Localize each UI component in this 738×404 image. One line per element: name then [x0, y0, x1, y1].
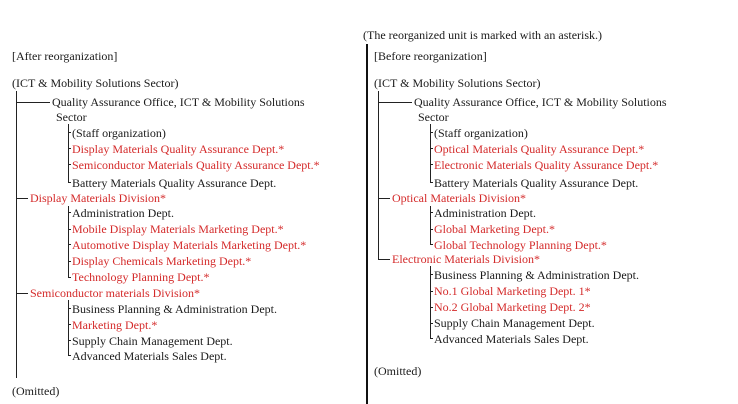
before-div2-tick-1 — [430, 291, 433, 292]
before-division2-item: Advanced Materials Sales Dept. — [434, 332, 589, 346]
after-division1-item: Automotive Display Materials Marketing Dept.* — [72, 238, 307, 252]
after-div1-tick-2 — [68, 244, 71, 245]
before-division1-item: Global Marketing Dept.* — [434, 222, 555, 236]
after-qa-office: Quality Assurance Office, ICT & Mobility Solutions — [52, 95, 305, 109]
before-qa-tick-1 — [430, 148, 433, 149]
after-division1-item: Administration Dept. — [72, 206, 174, 220]
after-division1-item: Mobile Display Materials Marketing Dept.* — [72, 222, 284, 236]
before-header: [Before reorganization] — [374, 49, 487, 63]
after-qa-item: Display Materials Quality Assurance Dept.* — [72, 142, 285, 156]
before-div2-tick-0 — [430, 274, 433, 275]
after-division2: Semiconductor materials Division* — [30, 286, 200, 300]
after-qa-item: Battery Materials Quality Assurance Dept. — [72, 176, 277, 190]
before-division2-item: Business Planning & Administration Dept. — [434, 268, 640, 282]
after-omitted: (Omitted) — [12, 384, 60, 398]
before-qa-tick-2 — [430, 164, 433, 165]
before-qa-item: (Staff organization) — [434, 126, 528, 140]
after-division1-branch — [16, 198, 28, 199]
before-div1-tick-1 — [430, 229, 433, 230]
before-div1-tick-0 — [430, 212, 433, 213]
after-division2-branch — [16, 293, 28, 294]
after-qa-item: (Staff organization) — [72, 126, 166, 140]
before-qa-office-branch — [378, 102, 412, 103]
after-div2-tick-3 — [68, 355, 71, 356]
after-div2-tick-1 — [68, 324, 71, 325]
before-div1-tick-2 — [430, 244, 433, 245]
asterisk-note: (The reorganized unit is marked with an asterisk.) — [363, 28, 603, 42]
after-main-trunk-line — [16, 91, 17, 378]
before-div2-tick-2 — [430, 307, 433, 308]
after-division2-item: Marketing Dept.* — [72, 318, 158, 332]
before-qa-tick-3 — [430, 182, 433, 183]
after-div1-tick-1 — [68, 229, 71, 230]
after-div2-tick-0 — [68, 308, 71, 309]
before-division2-item: Supply Chain Management Dept. — [434, 316, 595, 330]
after-qa-office-branch — [16, 102, 50, 103]
before-division1: Optical Materials Division* — [392, 191, 526, 205]
before-division2-item: No.2 Global Marketing Dept. 2* — [434, 300, 591, 314]
after-division1: Display Materials Division* — [30, 191, 166, 205]
after-qa-tick-0 — [68, 132, 71, 133]
before-sector-title: (ICT & Mobility Solutions Sector) — [374, 76, 541, 90]
before-division1-item: Global Technology Planning Dept.* — [434, 238, 607, 252]
after-division1-item: Display Chemicals Marketing Dept.* — [72, 254, 252, 268]
before-main-trunk-line — [378, 91, 379, 259]
before-qa-item: Electronic Materials Quality Assurance Dept.* — [434, 158, 659, 172]
after-div1-tick-0 — [68, 212, 71, 213]
after-division1-connector — [68, 206, 69, 278]
after-division2-item: Advanced Materials Sales Dept. — [72, 349, 227, 363]
before-division2-connector — [430, 266, 431, 339]
after-qa-tick-2 — [68, 164, 71, 165]
after-division1-item: Technology Planning Dept.* — [72, 270, 210, 284]
after-div1-tick-3 — [68, 261, 71, 262]
before-div2-tick-3 — [430, 323, 433, 324]
column-divider — [366, 44, 368, 404]
before-division2: Electronic Materials Division* — [392, 252, 540, 266]
after-div2-tick-2 — [68, 340, 71, 341]
after-header: [After reorganization] — [12, 49, 118, 63]
before-qa-item: Battery Materials Quality Assurance Dept. — [434, 176, 639, 190]
after-div1-tick-4 — [68, 277, 71, 278]
after-qa-tick-3 — [68, 182, 71, 183]
before-qa-item: Optical Materials Quality Assurance Dept.* — [434, 142, 645, 156]
before-qa-tick-0 — [430, 132, 433, 133]
after-sector-title: (ICT & Mobility Solutions Sector) — [12, 76, 179, 90]
before-omitted: (Omitted) — [374, 364, 422, 378]
after-qa-item: Semiconductor Materials Quality Assurance Dept.* — [72, 158, 320, 172]
after-qa-office-cont: Sector — [56, 110, 87, 124]
before-division2-branch — [378, 259, 390, 260]
before-division2-item: No.1 Global Marketing Dept. 1* — [434, 284, 591, 298]
before-division1-item: Administration Dept. — [434, 206, 536, 220]
before-division1-branch — [378, 198, 390, 199]
before-div2-tick-4 — [430, 338, 433, 339]
before-qa-office: Quality Assurance Office, ICT & Mobility Solutions — [414, 95, 667, 109]
after-qa-tick-1 — [68, 148, 71, 149]
after-division2-item: Business Planning & Administration Dept. — [72, 302, 278, 316]
before-qa-office-cont: Sector — [418, 110, 449, 124]
after-division2-item: Supply Chain Management Dept. — [72, 334, 233, 348]
